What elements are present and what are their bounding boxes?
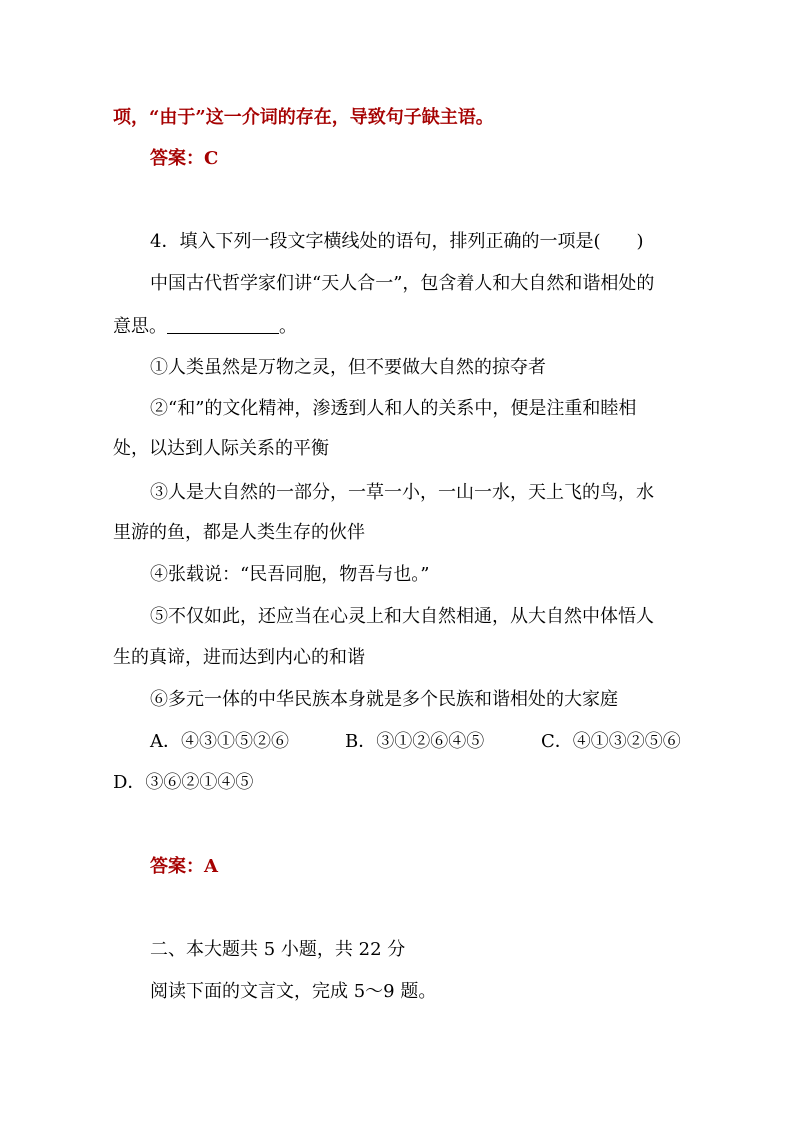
answer-value: A bbox=[204, 856, 218, 877]
passage-prefix: 意思。 bbox=[113, 316, 167, 337]
option-c: C．④①③②⑤⑥ bbox=[541, 731, 681, 752]
passage-suffix: 。 bbox=[279, 316, 297, 337]
passage-line-1: 中国古代哲学家们讲“天人合一”，包含着人和大自然和谐相处的 bbox=[150, 273, 655, 294]
item-6: ⑥多元一体的中华民族本身就是多个民族和谐相处的大家庭 bbox=[150, 689, 618, 710]
answer-q4 bbox=[150, 855, 218, 879]
item-1: ①人类虽然是万物之灵，但不要做大自然的掠夺者 bbox=[150, 357, 546, 378]
item-2-line2: 处，以达到人际关系的平衡 bbox=[113, 438, 329, 459]
passage-line-2 bbox=[113, 315, 297, 339]
fill-blank bbox=[167, 315, 279, 334]
item-5-line2: 生的真谛，进而达到内心的和谐 bbox=[113, 647, 365, 668]
answer-label: 答案： bbox=[150, 148, 204, 169]
section-instruction: 阅读下面的文言文，完成 5～9 题。 bbox=[150, 981, 437, 1002]
answer-prev bbox=[150, 147, 218, 171]
answer-label: 答案： bbox=[150, 856, 204, 877]
question-stem: 4．填入下列一段文字横线处的语句，排列正确的一项是( ) bbox=[150, 231, 644, 252]
item-4: ④张载说：“民吾同胞，物吾与也。” bbox=[150, 564, 430, 585]
explanation-tail: 项，“由于”这一介词的存在，导致句子缺主语。 bbox=[113, 107, 494, 128]
item-2-line1: ②“和”的文化精神，渗透到人和人的关系中，便是注重和睦相 bbox=[150, 398, 637, 419]
option-a: A．④③①⑤②⑥ bbox=[150, 731, 289, 752]
option-b: B．③①②⑥④⑤ bbox=[345, 731, 485, 752]
item-3-line2: 里游的鱼，都是人类生存的伙伴 bbox=[113, 522, 365, 543]
option-d: D．③⑥②①④⑤ bbox=[113, 772, 254, 793]
answer-value: C bbox=[204, 148, 219, 169]
item-3-line1: ③人是大自然的一部分，一草一小，一山一水，天上飞的鸟，水 bbox=[150, 482, 654, 503]
item-5-line1: ⑤不仅如此，还应当在心灵上和大自然相通，从大自然中体悟人 bbox=[150, 606, 654, 627]
section-heading: 二、本大题共 5 小题，共 22 分 bbox=[150, 939, 406, 960]
